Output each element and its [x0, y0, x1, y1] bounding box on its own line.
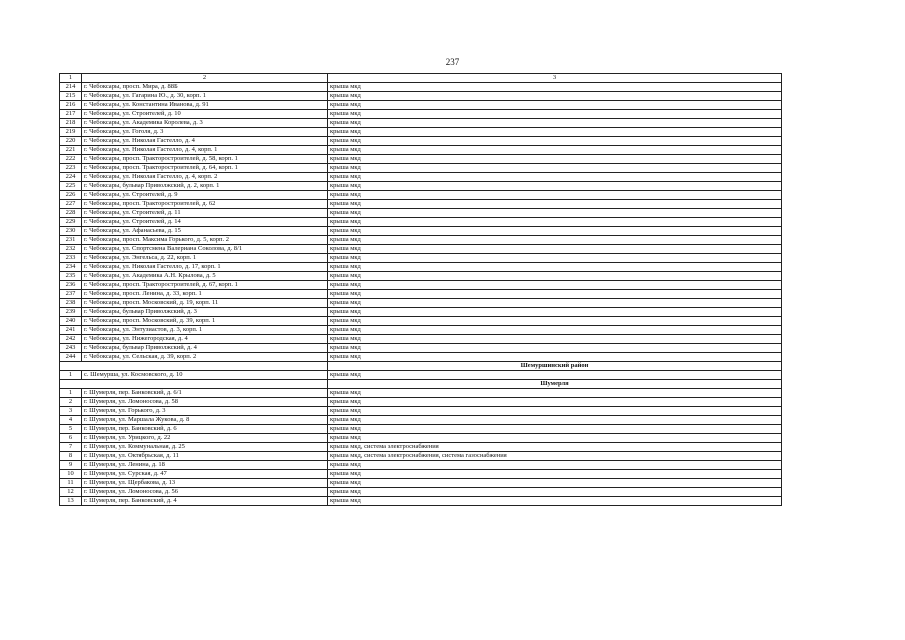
- row-work-type: крыша мкд: [328, 389, 782, 398]
- row-address: г. Чебоксары, просп. Московский, д. 39, корп. 1: [82, 317, 328, 326]
- row-work-type: крыша мкд: [328, 299, 782, 308]
- row-number: 3: [60, 407, 82, 416]
- row-work-type: крыша мкд: [328, 227, 782, 236]
- row-number: 226: [60, 191, 82, 200]
- row-number: 215: [60, 92, 82, 101]
- row-number: 7: [60, 443, 82, 452]
- objects-table: [59, 73, 782, 506]
- table-row: [60, 83, 782, 92]
- row-address: г. Чебоксары, ул. Николая Гастелло, д. 4, корп. 1: [82, 146, 328, 155]
- row-number: 2: [60, 398, 82, 407]
- row-address: г. Чебоксары, ул. Энтузиастов, д. 3, корп. 1: [82, 326, 328, 335]
- row-work-type: крыша мкд: [328, 479, 782, 488]
- row-work-type: крыша мкд: [328, 461, 782, 470]
- header-col-number: 1: [60, 74, 82, 83]
- row-address: г. Чебоксары, бульвар Приволжский, д. 3: [82, 308, 328, 317]
- row-address: г. Чебоксары, ул. Академика Королева, д. 3: [82, 119, 328, 128]
- section-title: Шемуршинский район: [328, 362, 782, 371]
- table-row: [60, 308, 782, 317]
- row-number: 232: [60, 245, 82, 254]
- row-work-type: крыша мкд: [328, 317, 782, 326]
- row-work-type: крыша мкд: [328, 263, 782, 272]
- row-address: г. Чебоксары, просп. Тракторостроителей, д. 62: [82, 200, 328, 209]
- row-address: г. Чебоксары, бульвар Приволжский, д. 2, корп. 1: [82, 182, 328, 191]
- row-number: 243: [60, 344, 82, 353]
- row-number: 228: [60, 209, 82, 218]
- table-row: [60, 110, 782, 119]
- table-row: [60, 497, 782, 506]
- row-address: г. Чебоксары, просп. Ленина, д. 33, корп. 1: [82, 290, 328, 299]
- row-number: 8: [60, 452, 82, 461]
- row-address: г. Шумерля, ул. Маршала Жукова, д. 8: [82, 416, 328, 425]
- table-row: [60, 92, 782, 101]
- row-work-type: крыша мкд: [328, 164, 782, 173]
- row-work-type: крыша мкд: [328, 281, 782, 290]
- row-number: 225: [60, 182, 82, 191]
- table-row: [60, 272, 782, 281]
- table-row: [60, 290, 782, 299]
- row-address: г. Шумерля, ул. Урицкого, д. 22: [82, 434, 328, 443]
- row-work-type: крыша мкд: [328, 146, 782, 155]
- table-row: [60, 281, 782, 290]
- table-row: [60, 236, 782, 245]
- row-work-type: крыша мкд: [328, 326, 782, 335]
- table-header-row: [60, 74, 782, 83]
- row-address: г. Чебоксары, просп. Максима Горького, д. 5, корп. 2: [82, 236, 328, 245]
- row-work-type: крыша мкд: [328, 155, 782, 164]
- row-address: г. Чебоксары, просп. Тракторостроителей, д. 67, корп. 1: [82, 281, 328, 290]
- table-row: [60, 119, 782, 128]
- row-number: 220: [60, 137, 82, 146]
- row-work-type: крыша мкд: [328, 173, 782, 182]
- row-address: г. Шумерля, ул. Сурская, д. 47: [82, 470, 328, 479]
- row-number: 4: [60, 416, 82, 425]
- table-row: [60, 164, 782, 173]
- row-work-type: крыша мкд: [328, 83, 782, 92]
- table-row: [60, 173, 782, 182]
- page-number: 237: [445, 57, 460, 67]
- table-row: [60, 353, 782, 362]
- row-address: г. Чебоксары, ул. Энгельса, д. 22, корп. 1: [82, 254, 328, 263]
- row-number: 218: [60, 119, 82, 128]
- table-body: [60, 83, 782, 506]
- row-address: г. Чебоксары, ул. Строителей, д. 10: [82, 110, 328, 119]
- row-work-type: крыша мкд: [328, 308, 782, 317]
- row-work-type: крыша мкд: [328, 200, 782, 209]
- row-address: г. Шумерля, пер. Банковский, д. 6/1: [82, 389, 328, 398]
- row-number: 224: [60, 173, 82, 182]
- row-work-type: крыша мкд: [328, 218, 782, 227]
- row-number: 235: [60, 272, 82, 281]
- row-address: г. Шумерля, ул. Ломоносова, д. 58: [82, 398, 328, 407]
- table-row: [60, 470, 782, 479]
- table-row: [60, 326, 782, 335]
- row-work-type: крыша мкд: [328, 407, 782, 416]
- table-row: [60, 425, 782, 434]
- table-row: [60, 452, 782, 461]
- row-address: г. Шумерля, ул. Ломоносова, д. 56: [82, 488, 328, 497]
- row-work-type: крыша мкд: [328, 434, 782, 443]
- header-col-address: 2: [82, 74, 328, 83]
- row-work-type: крыша мкд, система электроснабжения: [328, 443, 782, 452]
- row-address: г. Чебоксары, ул. Константина Иванова, д. 91: [82, 101, 328, 110]
- row-number: 216: [60, 101, 82, 110]
- table-row: [60, 434, 782, 443]
- row-work-type: крыша мкд: [328, 488, 782, 497]
- row-number: 237: [60, 290, 82, 299]
- row-address: г. Чебоксары, ул. Афанасьева, д. 15: [82, 227, 328, 236]
- section-row: [60, 380, 782, 389]
- row-number: 236: [60, 281, 82, 290]
- row-work-type: крыша мкд: [328, 110, 782, 119]
- table-row: [60, 128, 782, 137]
- table-row: [60, 416, 782, 425]
- table-row: [60, 245, 782, 254]
- row-work-type: крыша мкд: [328, 245, 782, 254]
- row-work-type: крыша мкд: [328, 209, 782, 218]
- row-address: г. Чебоксары, ул. Гагарина Ю., д. 30, корп. 1: [82, 92, 328, 101]
- table-row: [60, 227, 782, 236]
- row-work-type: крыша мкд, система электроснабжения, система газоснабжения: [328, 452, 782, 461]
- row-number: 240: [60, 317, 82, 326]
- row-number: 1: [60, 389, 82, 398]
- row-work-type: крыша мкд: [328, 371, 782, 380]
- row-work-type: крыша мкд: [328, 128, 782, 137]
- section-title: Шумерля: [328, 380, 782, 389]
- table-row: [60, 398, 782, 407]
- row-address: г. Чебоксары, просп. Московский, д. 19, корп. 11: [82, 299, 328, 308]
- table-row: [60, 479, 782, 488]
- row-address: г. Чебоксары, ул. Нижегородская, д. 4: [82, 335, 328, 344]
- row-number: 221: [60, 146, 82, 155]
- table-row: [60, 137, 782, 146]
- row-address: г. Чебоксары, ул. Гоголя, д. 3: [82, 128, 328, 137]
- section-spacer: [60, 380, 328, 389]
- row-work-type: крыша мкд: [328, 236, 782, 245]
- row-number: 10: [60, 470, 82, 479]
- row-work-type: крыша мкд: [328, 254, 782, 263]
- table-row: [60, 200, 782, 209]
- table-row: [60, 209, 782, 218]
- row-number: 239: [60, 308, 82, 317]
- table-row: [60, 317, 782, 326]
- row-number: 238: [60, 299, 82, 308]
- table-row: [60, 299, 782, 308]
- row-number: 219: [60, 128, 82, 137]
- table-row: [60, 443, 782, 452]
- row-number: 13: [60, 497, 82, 506]
- row-number: 242: [60, 335, 82, 344]
- row-number: 5: [60, 425, 82, 434]
- row-number: 241: [60, 326, 82, 335]
- header-col-work: 3: [328, 74, 782, 83]
- section-spacer: [60, 362, 328, 371]
- row-number: 234: [60, 263, 82, 272]
- table-row: [60, 191, 782, 200]
- row-work-type: крыша мкд: [328, 191, 782, 200]
- row-work-type: крыша мкд: [328, 398, 782, 407]
- row-address: г. Чебоксары, ул. Строителей, д. 11: [82, 209, 328, 218]
- row-address: г. Чебоксары, просп. Тракторостроителей, д. 64, корп. 1: [82, 164, 328, 173]
- table-row: [60, 344, 782, 353]
- row-number: 229: [60, 218, 82, 227]
- row-address: г. Шумерля, пер. Банковский, д. 6: [82, 425, 328, 434]
- row-work-type: крыша мкд: [328, 182, 782, 191]
- row-address: г. Чебоксары, ул. Строителей, д. 14: [82, 218, 328, 227]
- row-number: 6: [60, 434, 82, 443]
- row-address: г. Чебоксары, бульвар Приволжский, д. 4: [82, 344, 328, 353]
- row-number: 1: [60, 371, 82, 380]
- table-row: [60, 371, 782, 380]
- table-row: [60, 263, 782, 272]
- section-row: [60, 362, 782, 371]
- row-number: 223: [60, 164, 82, 173]
- row-address: г. Чебоксары, просп. Тракторостроителей, д. 58, корп. 1: [82, 155, 328, 164]
- table-row: [60, 182, 782, 191]
- row-address: г. Чебоксары, ул. Академика А.Н. Крылова, д. 5: [82, 272, 328, 281]
- table-row: [60, 146, 782, 155]
- row-address: г. Шумерля, ул. Горького, д. 3: [82, 407, 328, 416]
- row-address: с. Шемурша, ул. Космовского, д. 10: [82, 371, 328, 380]
- row-address: г. Шумерля, пер. Банковский, д. 4: [82, 497, 328, 506]
- row-number: 227: [60, 200, 82, 209]
- row-address: г. Чебоксары, ул. Спортсмена Валериана Соколова, д. 8/1: [82, 245, 328, 254]
- row-address: г. Чебоксары, ул. Николая Гастелло, д. 4, корп. 2: [82, 173, 328, 182]
- row-number: 11: [60, 479, 82, 488]
- table-row: [60, 254, 782, 263]
- row-number: 217: [60, 110, 82, 119]
- row-number: 9: [60, 461, 82, 470]
- row-number: 230: [60, 227, 82, 236]
- row-work-type: крыша мкд: [328, 497, 782, 506]
- table-row: [60, 389, 782, 398]
- row-work-type: крыша мкд: [328, 272, 782, 281]
- row-work-type: крыша мкд: [328, 290, 782, 299]
- row-work-type: крыша мкд: [328, 353, 782, 362]
- row-address: г. Чебоксары, ул. Строителей, д. 9: [82, 191, 328, 200]
- row-address: г. Шумерля, ул. Ленина, д. 18: [82, 461, 328, 470]
- row-address: г. Шумерля, ул. Щербакова, д. 13: [82, 479, 328, 488]
- table-row: [60, 155, 782, 164]
- table-row: [60, 335, 782, 344]
- row-work-type: крыша мкд: [328, 92, 782, 101]
- table-row: [60, 218, 782, 227]
- row-work-type: крыша мкд: [328, 470, 782, 479]
- table-row: [60, 407, 782, 416]
- row-address: г. Чебоксары, ул. Сельская, д. 39, корп. 2: [82, 353, 328, 362]
- row-address: г. Чебоксары, просп. Мира, д. 88Б: [82, 83, 328, 92]
- table-row: [60, 488, 782, 497]
- row-number: 231: [60, 236, 82, 245]
- row-number: 233: [60, 254, 82, 263]
- row-address: г. Шумерля, ул. Коммунальная, д. 25: [82, 443, 328, 452]
- row-number: 214: [60, 83, 82, 92]
- row-work-type: крыша мкд: [328, 101, 782, 110]
- row-work-type: крыша мкд: [328, 119, 782, 128]
- row-work-type: крыша мкд: [328, 425, 782, 434]
- row-number: 222: [60, 155, 82, 164]
- row-work-type: крыша мкд: [328, 137, 782, 146]
- row-address: г. Шумерля, ул. Октябрьская, д. 11: [82, 452, 328, 461]
- row-number: 12: [60, 488, 82, 497]
- row-address: г. Чебоксары, ул. Николая Гастелло, д. 17, корп. 1: [82, 263, 328, 272]
- row-work-type: крыша мкд: [328, 335, 782, 344]
- row-number: 244: [60, 353, 82, 362]
- row-address: г. Чебоксары, ул. Николая Гастелло, д. 4: [82, 137, 328, 146]
- row-work-type: крыша мкд: [328, 416, 782, 425]
- table-row: [60, 101, 782, 110]
- row-work-type: крыша мкд: [328, 344, 782, 353]
- table-row: [60, 461, 782, 470]
